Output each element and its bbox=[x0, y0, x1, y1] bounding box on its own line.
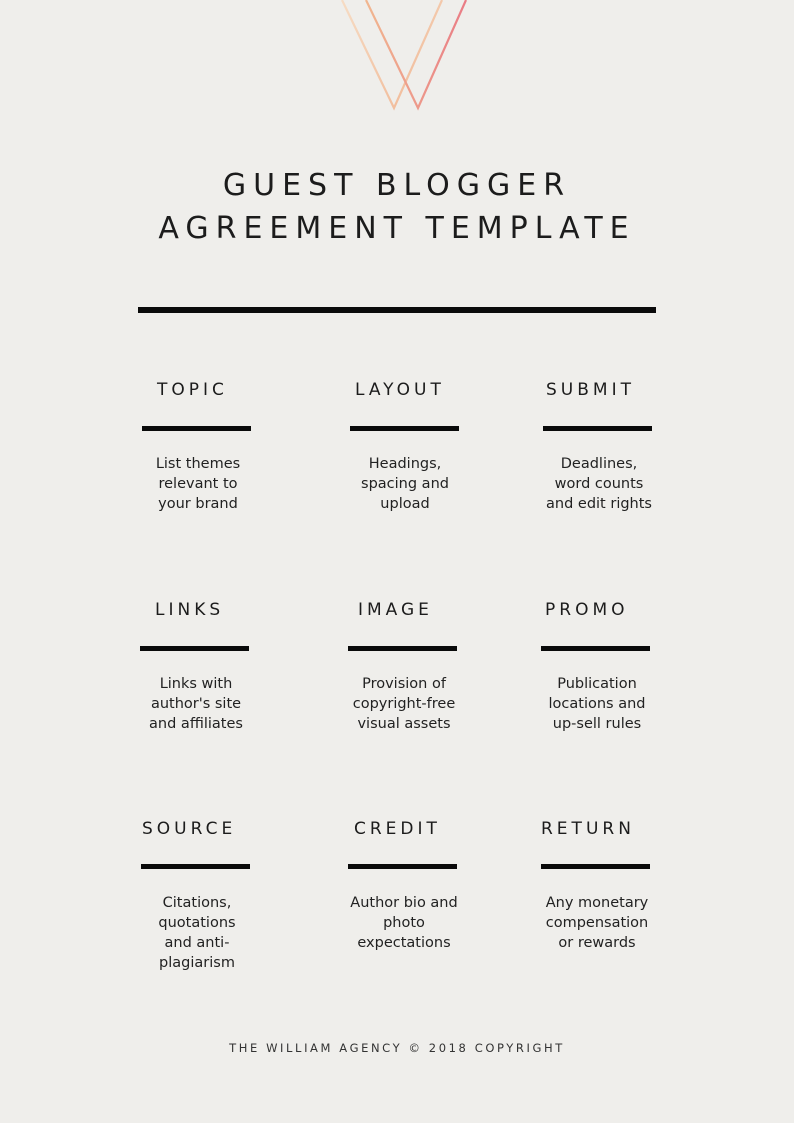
section-title-layout: LAYOUT bbox=[355, 380, 445, 400]
section-title-image: IMAGE bbox=[358, 600, 433, 620]
section-text-promo: Publication locations and up-sell rules bbox=[548, 676, 646, 732]
section-title-links: LINKS bbox=[155, 600, 225, 620]
section-text-credit: Author bio and photo expectations bbox=[350, 895, 458, 951]
section-title-promo: PROMO bbox=[545, 600, 629, 620]
section-divider bbox=[543, 426, 652, 431]
page-title-line-1: GUEST BLOGGER bbox=[222, 168, 572, 203]
section-text-image: Provision of copyright-free visual assets bbox=[352, 676, 456, 732]
section-title-credit: CREDIT bbox=[354, 819, 441, 839]
footer-copyright: THE WILLIAM AGENCY © 2018 COPYRIGHT bbox=[229, 1041, 565, 1055]
page-title-line-2: AGREEMENT TEMPLATE bbox=[158, 211, 636, 246]
double-v-monogram-icon bbox=[330, 0, 480, 115]
section-text-topic: List themes relevant to your brand bbox=[155, 456, 241, 512]
section-divider bbox=[141, 864, 250, 869]
section-divider bbox=[348, 646, 457, 651]
section-title-source: SOURCE bbox=[142, 819, 237, 839]
section-divider bbox=[541, 646, 650, 651]
section-divider bbox=[541, 864, 650, 869]
section-text-links: Links with author's site and affiliates bbox=[149, 676, 243, 732]
section-divider bbox=[350, 426, 459, 431]
section-divider bbox=[348, 864, 457, 869]
section-divider bbox=[142, 426, 251, 431]
section-title-submit: SUBMIT bbox=[546, 380, 635, 400]
section-text-source: Citations, quotations and anti- plagiarism bbox=[158, 895, 236, 971]
section-text-layout: Headings, spacing and upload bbox=[361, 456, 449, 512]
section-text-return: Any monetary compensation or rewards bbox=[545, 895, 649, 951]
section-divider bbox=[140, 646, 249, 651]
section-text-submit: Deadlines, word counts and edit rights bbox=[546, 456, 652, 512]
section-title-return: RETURN bbox=[541, 819, 635, 839]
section-title-topic: TOPIC bbox=[157, 380, 228, 400]
title-divider bbox=[138, 307, 656, 313]
